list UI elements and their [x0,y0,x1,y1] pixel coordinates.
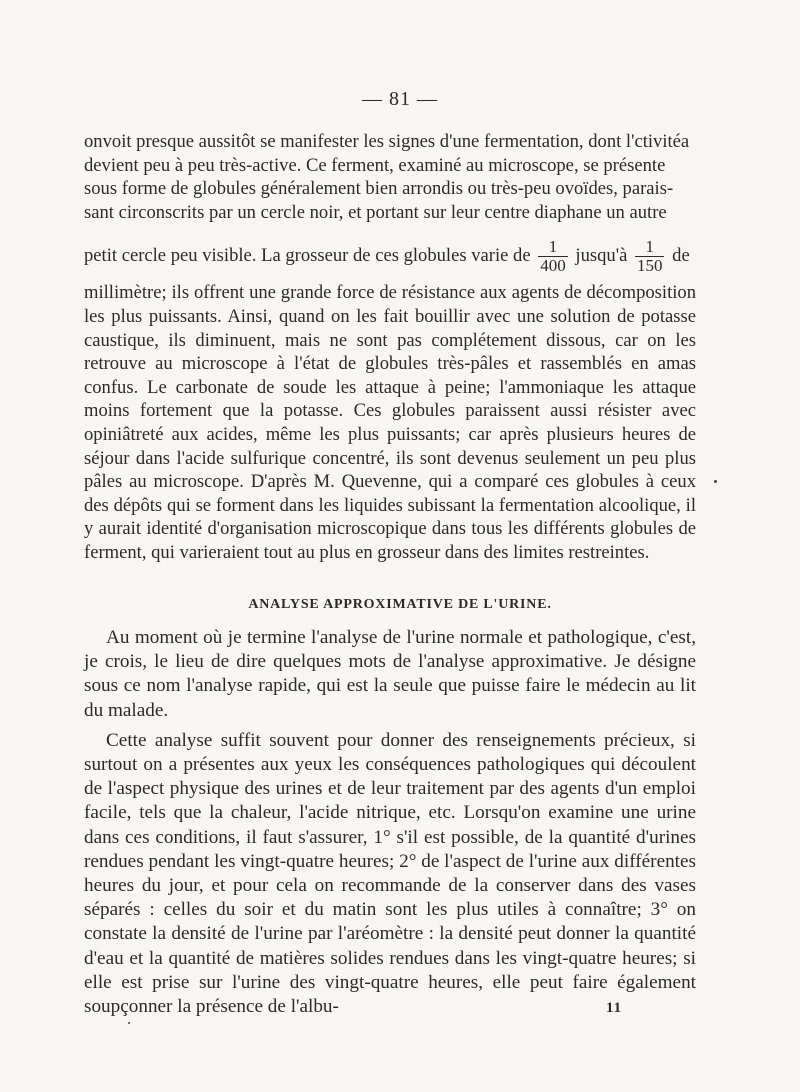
fraction-sentence [84,238,696,275]
page-number: — 81 — [362,88,438,110]
fraction-text-middle: jusqu'à [575,245,628,267]
paragraph-ferment [84,130,696,565]
fraction-numerator: 1 [635,238,665,257]
paragraph-intro: Au moment où je termine l'analyse de l'urine normale et pathologique, c'est, je crois, le lieu de dire quelques mots de l'analyse approximative. Je désigne sous ce nom l'analyse rapide, qui est la seule que puisse faire le médecin au lit du malade. [84,627,696,721]
paragraph-line: onvoit presque aussitôt se manifester les signes d'une fermentation, dont l'ctivitéa [84,131,690,152]
paragraph-line: sant circonscrits par un cercle noir, et portant sur leur centre diaphane un autre [84,201,667,223]
fraction-numerator: 1 [538,238,568,257]
fraction-one-over-150 [635,238,665,275]
section-body [84,626,696,1025]
ink-speck [128,1022,130,1024]
paragraph-line: sous forme de globules généralement bien arrondis ou très-peu ovoïdes, parais- [84,178,674,200]
fraction-text-before: petit cercle peu visible. La grosseur de ces globules varie de [84,245,531,267]
ink-speck [714,480,717,483]
fraction-text-after: de [672,245,690,267]
section-heading: ANALYSE APPROXIMATIVE DE L'URINE. [248,597,552,612]
paragraph-analysis: Cette analyse suffit souvent pour donner des renseignements précieux, si surtout on a présentes aux yeux les conséquences pathologiques qui découlent de l'aspect physique des urines et de leur traitement par des agents d'un emploi facile, tels que la chaleur, l'acide nitrique, etc. Lorsqu'on examine une urine dans ces conditions, il faut s'assurer, 1° s'il est possible, de la quantité d'urines rendues pendant les vingt-quatre heures; 2° de l'aspect de l'urine aux différentes heures du jour, et pour cela on recommande de la conserver dans des vases séparés : celles du soir et du matin sont les plus utiles à connaître; 3° on constate la densité de l'urine par l'aréomètre : la densité peut donner la quantité d'eau et la quantité de matières solides rendues dans les vingt-quatre heures; si elle est prise sur l'urine des vingt-quatre heures, elle peut faire également soupçonner la présence de l'albu- [84,729,696,1018]
fraction-denominator: 400 [540,256,566,276]
fraction-denominator: 150 [636,256,663,276]
paragraph-line: devient peu à peu très-active. Ce ferment, examiné au microscope, se présente [84,154,666,176]
paragraph-continuation: millimètre; ils offrent une grande force de résistance aux agents de décomposition les plus puissants. Ainsi, quand on les fait bouillir avec une solution de potasse caustique, ils diminuent, mais ne sont pas complétement dissous, car on les retrouve au microscope à l'état de globules très-pâles et rassemblés en amas confus. Le carbonate de soude les attaque à peine; l'ammoniaque les attaque moins fortement que la potasse. Ces globules paraissent aussi résister avec opiniâtreté aux acides, même les plus puissants; car après plusieurs heures de séjour dans l'acide sulfurique concentré, ils sont devenus seulement un peu plus pâles au microscope. D'après M. Quevenne, qui a comparé ces globules à ceux des dépôts qui se forment dans les liquides subissant la fermentation alcoolique, il y aurait identité d'organisation microscopique dans tous les différents globules de ferment, qui varieraient tout au plus en grosseur dans des limites restreintes. [84,282,696,563]
fraction-one-over-400 [538,238,568,275]
signature-mark: 11 [606,1000,623,1016]
